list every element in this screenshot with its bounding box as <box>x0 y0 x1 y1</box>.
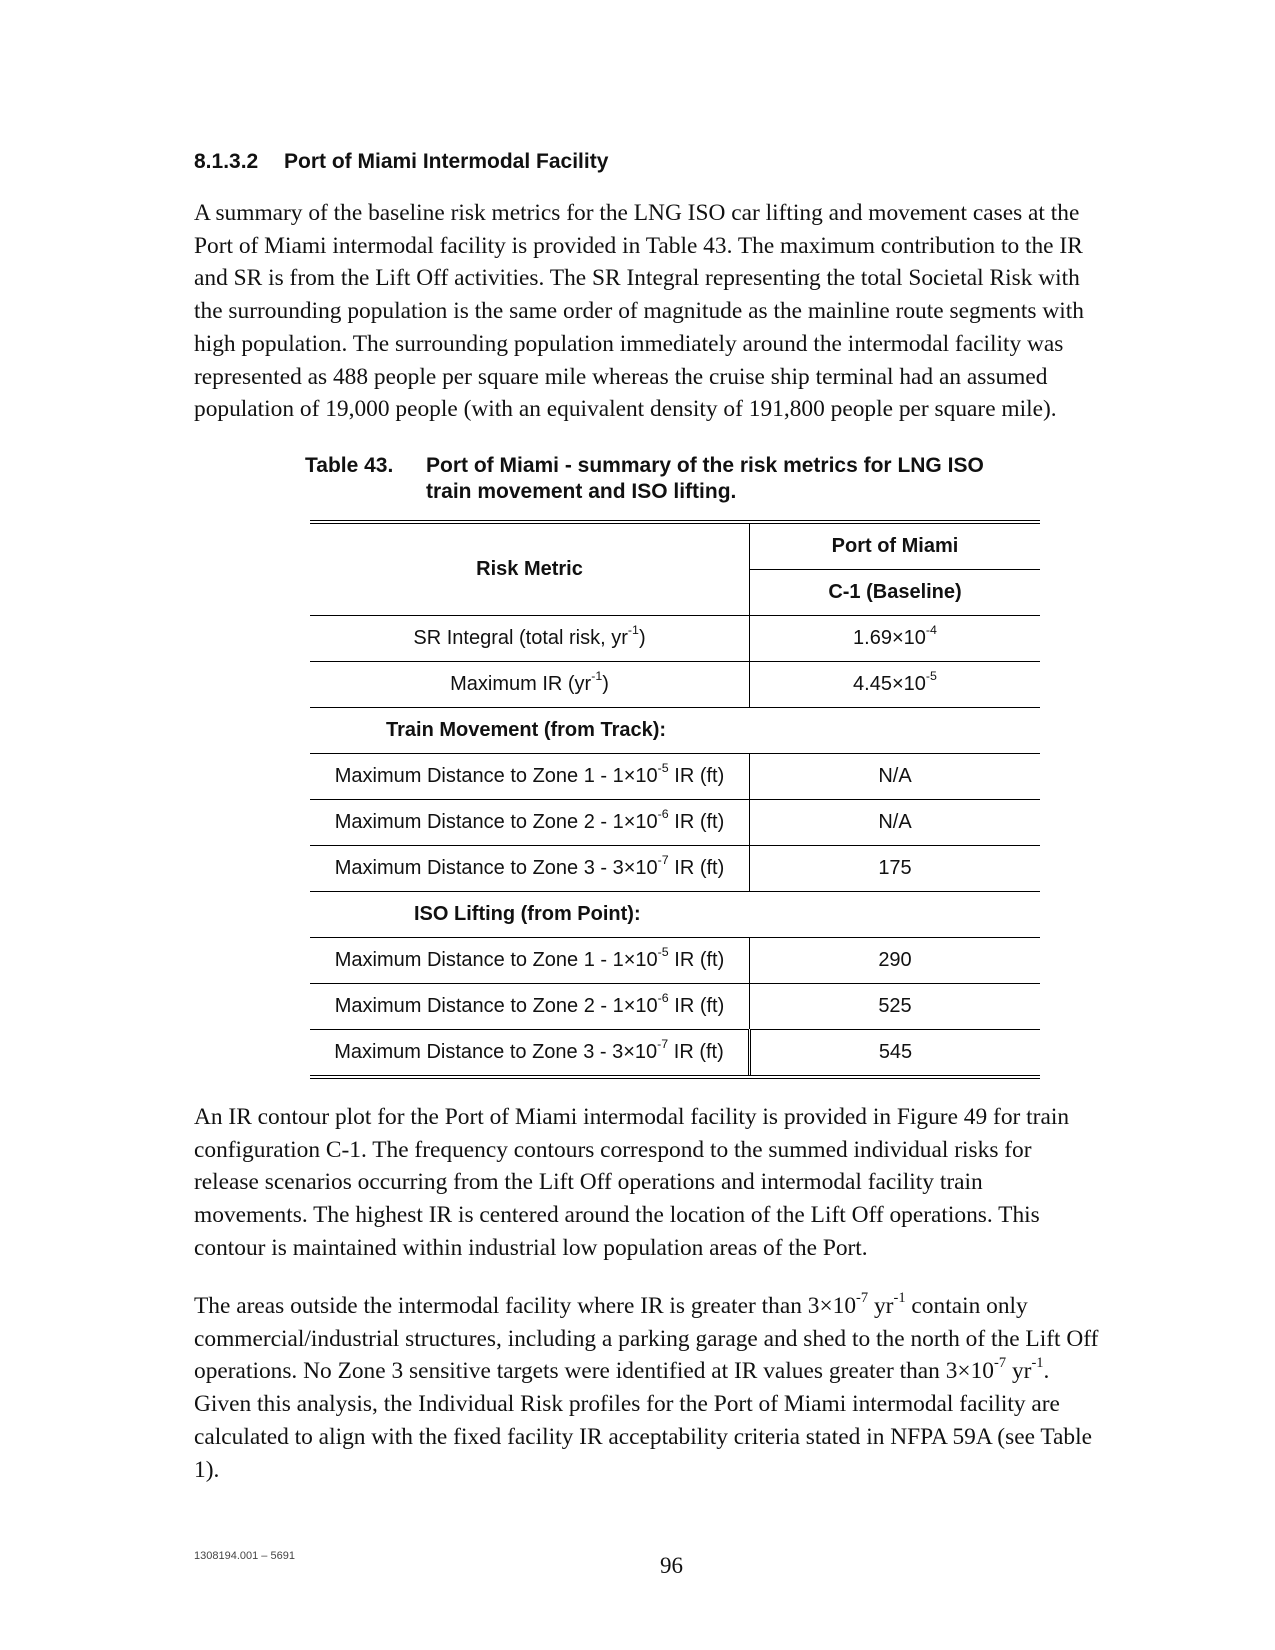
section-number: 8.1.3.2 <box>194 150 259 173</box>
caption-line: train movement and ISO lifting. <box>426 480 737 503</box>
table-header-row <box>310 522 1040 570</box>
section-title: Port of Miami Intermodal Facility <box>284 150 609 173</box>
table-row <box>310 754 1040 800</box>
metric-value: N/A <box>750 754 1041 800</box>
section-heading <box>194 150 608 174</box>
section-iso-lifting: ISO Lifting (from Point): <box>310 892 1040 938</box>
table-section-row <box>310 708 1040 754</box>
paragraph-line: The areas outside the intermodal facility where IR is greater than $3\times 10^{-7}$ $yr^{-1}$ contain only <box>194 1290 1028 1319</box>
table-caption-label: Table 43. <box>305 454 394 477</box>
paragraph-line: calculated to align with the fixed facility IR acceptability criteria stated in NFPA 59A (see Table <box>194 1423 1092 1450</box>
metric-label: Maximum Distance to Zone $2 - 1\times 10^{-6}$ IR (ft) <box>310 984 750 1030</box>
paragraph-line: 1). <box>194 1456 220 1483</box>
metric-value: $1.69\times 10^{-4}$ <box>750 616 1041 662</box>
intro-paragraph <box>194 197 1174 426</box>
metric-label: Maximum Distance to Zone $1 - 1\times 10^{-5}$ IR (ft) <box>310 754 750 800</box>
table-row <box>310 616 1040 662</box>
metric-value: $4.45\times 10^{-5}$ <box>750 662 1041 708</box>
table-row <box>310 1030 1040 1078</box>
header-port-of-miami: Port of Miami <box>750 522 1041 570</box>
conclusion-paragraph <box>194 1290 1174 1486</box>
paragraph-line: and SR is from the Lift Off activities. The SR Integral representing the total Societal Risk with <box>194 265 1080 292</box>
metric-value: 525 <box>750 984 1041 1030</box>
paragraph-line: population of 19,000 people (with an equivalent density of 191,800 people per square mile). <box>194 396 1057 423</box>
metric-value: N/A <box>750 800 1041 846</box>
paragraph-line: commercial/industrial structures, including a parking garage and shed to the north of the Lift Off <box>194 1325 1099 1352</box>
paragraph-line: operations. No Zone 3 sensitive targets were identified at IR values greater than $3\times 10^{-7}$ $yr^{-1}$. <box>194 1355 1050 1385</box>
paragraph-line: An IR contour plot for the Port of Miami intermodal facility is provided in Figure 49 for train <box>194 1104 1070 1130</box>
risk-metrics-table <box>310 520 1040 1079</box>
caption-line: Port of Miami - summary of the risk metrics for LNG ISO <box>426 454 984 477</box>
section-train-movement: Train Movement (from Track): <box>310 708 1040 754</box>
metric-label: Maximum IR $(yr^{-1})$ <box>310 662 750 708</box>
header-c1-baseline: C-1 (Baseline) <box>750 570 1041 616</box>
table-row <box>310 800 1040 846</box>
paragraph-line: release scenarios occurring from the Lift Off operations and intermodal facility train <box>194 1169 983 1196</box>
table-row <box>310 846 1040 892</box>
header-risk-metric: Risk Metric <box>310 522 750 616</box>
table-row <box>310 938 1040 984</box>
table-row <box>310 662 1040 708</box>
table-section-row <box>310 892 1040 938</box>
paragraph-line: A summary of the baseline risk metrics for the LNG ISO car lifting and movement cases at the <box>194 200 1080 226</box>
metric-value: 290 <box>750 938 1041 984</box>
metric-label: SR Integral (total risk, $yr^{-1}$) <box>310 616 750 662</box>
paragraph-line: Port of Miami intermodal facility is provided in Table 43. The maximum contribution to the IR <box>194 232 1083 259</box>
footer-document-id: 1308194.001 – 5691 <box>194 1550 295 1562</box>
paragraph-line: configuration C-1. The frequency contours correspond to the summed individual risks for <box>194 1136 1032 1163</box>
paragraph-line: contour is maintained within industrial low population areas of the Port. <box>194 1234 868 1261</box>
paragraph-line: the surrounding population is the same order of magnitude as the mainline route segments with <box>194 298 1084 325</box>
paragraph-line: Given this analysis, the Individual Risk profiles for the Port of Miami intermodal facility are <box>194 1391 1060 1418</box>
paragraph-line: represented as 488 people per square mile whereas the cruise ship terminal had an assumed <box>194 363 1048 390</box>
paragraph-line: high population. The surrounding population immediately around the intermodal facility was <box>194 330 1064 357</box>
table-row <box>310 984 1040 1030</box>
table-caption-text <box>426 453 1066 505</box>
metric-label: Maximum Distance to Zone $1 - 1\times 10^{-5}$ IR (ft) <box>310 938 750 984</box>
metric-label: Maximum Distance to Zone $2 - 1\times 10^{-6}$ IR (ft) <box>310 800 750 846</box>
metric-label: Maximum Distance to Zone $3 - 3\times 10^{-7}$ IR (ft) <box>310 846 750 892</box>
paragraph-line: movements. The highest IR is centered around the location of the Lift Off operations. This <box>194 1202 1040 1229</box>
contour-paragraph <box>194 1101 1174 1265</box>
page-number: 96 <box>660 1553 683 1578</box>
metric-label: Maximum Distance to Zone $3 - 3\times 10^{-7}$ IR (ft) <box>310 1030 750 1078</box>
metric-value: 175 <box>750 846 1041 892</box>
metric-value: 545 <box>878 1041 913 1063</box>
